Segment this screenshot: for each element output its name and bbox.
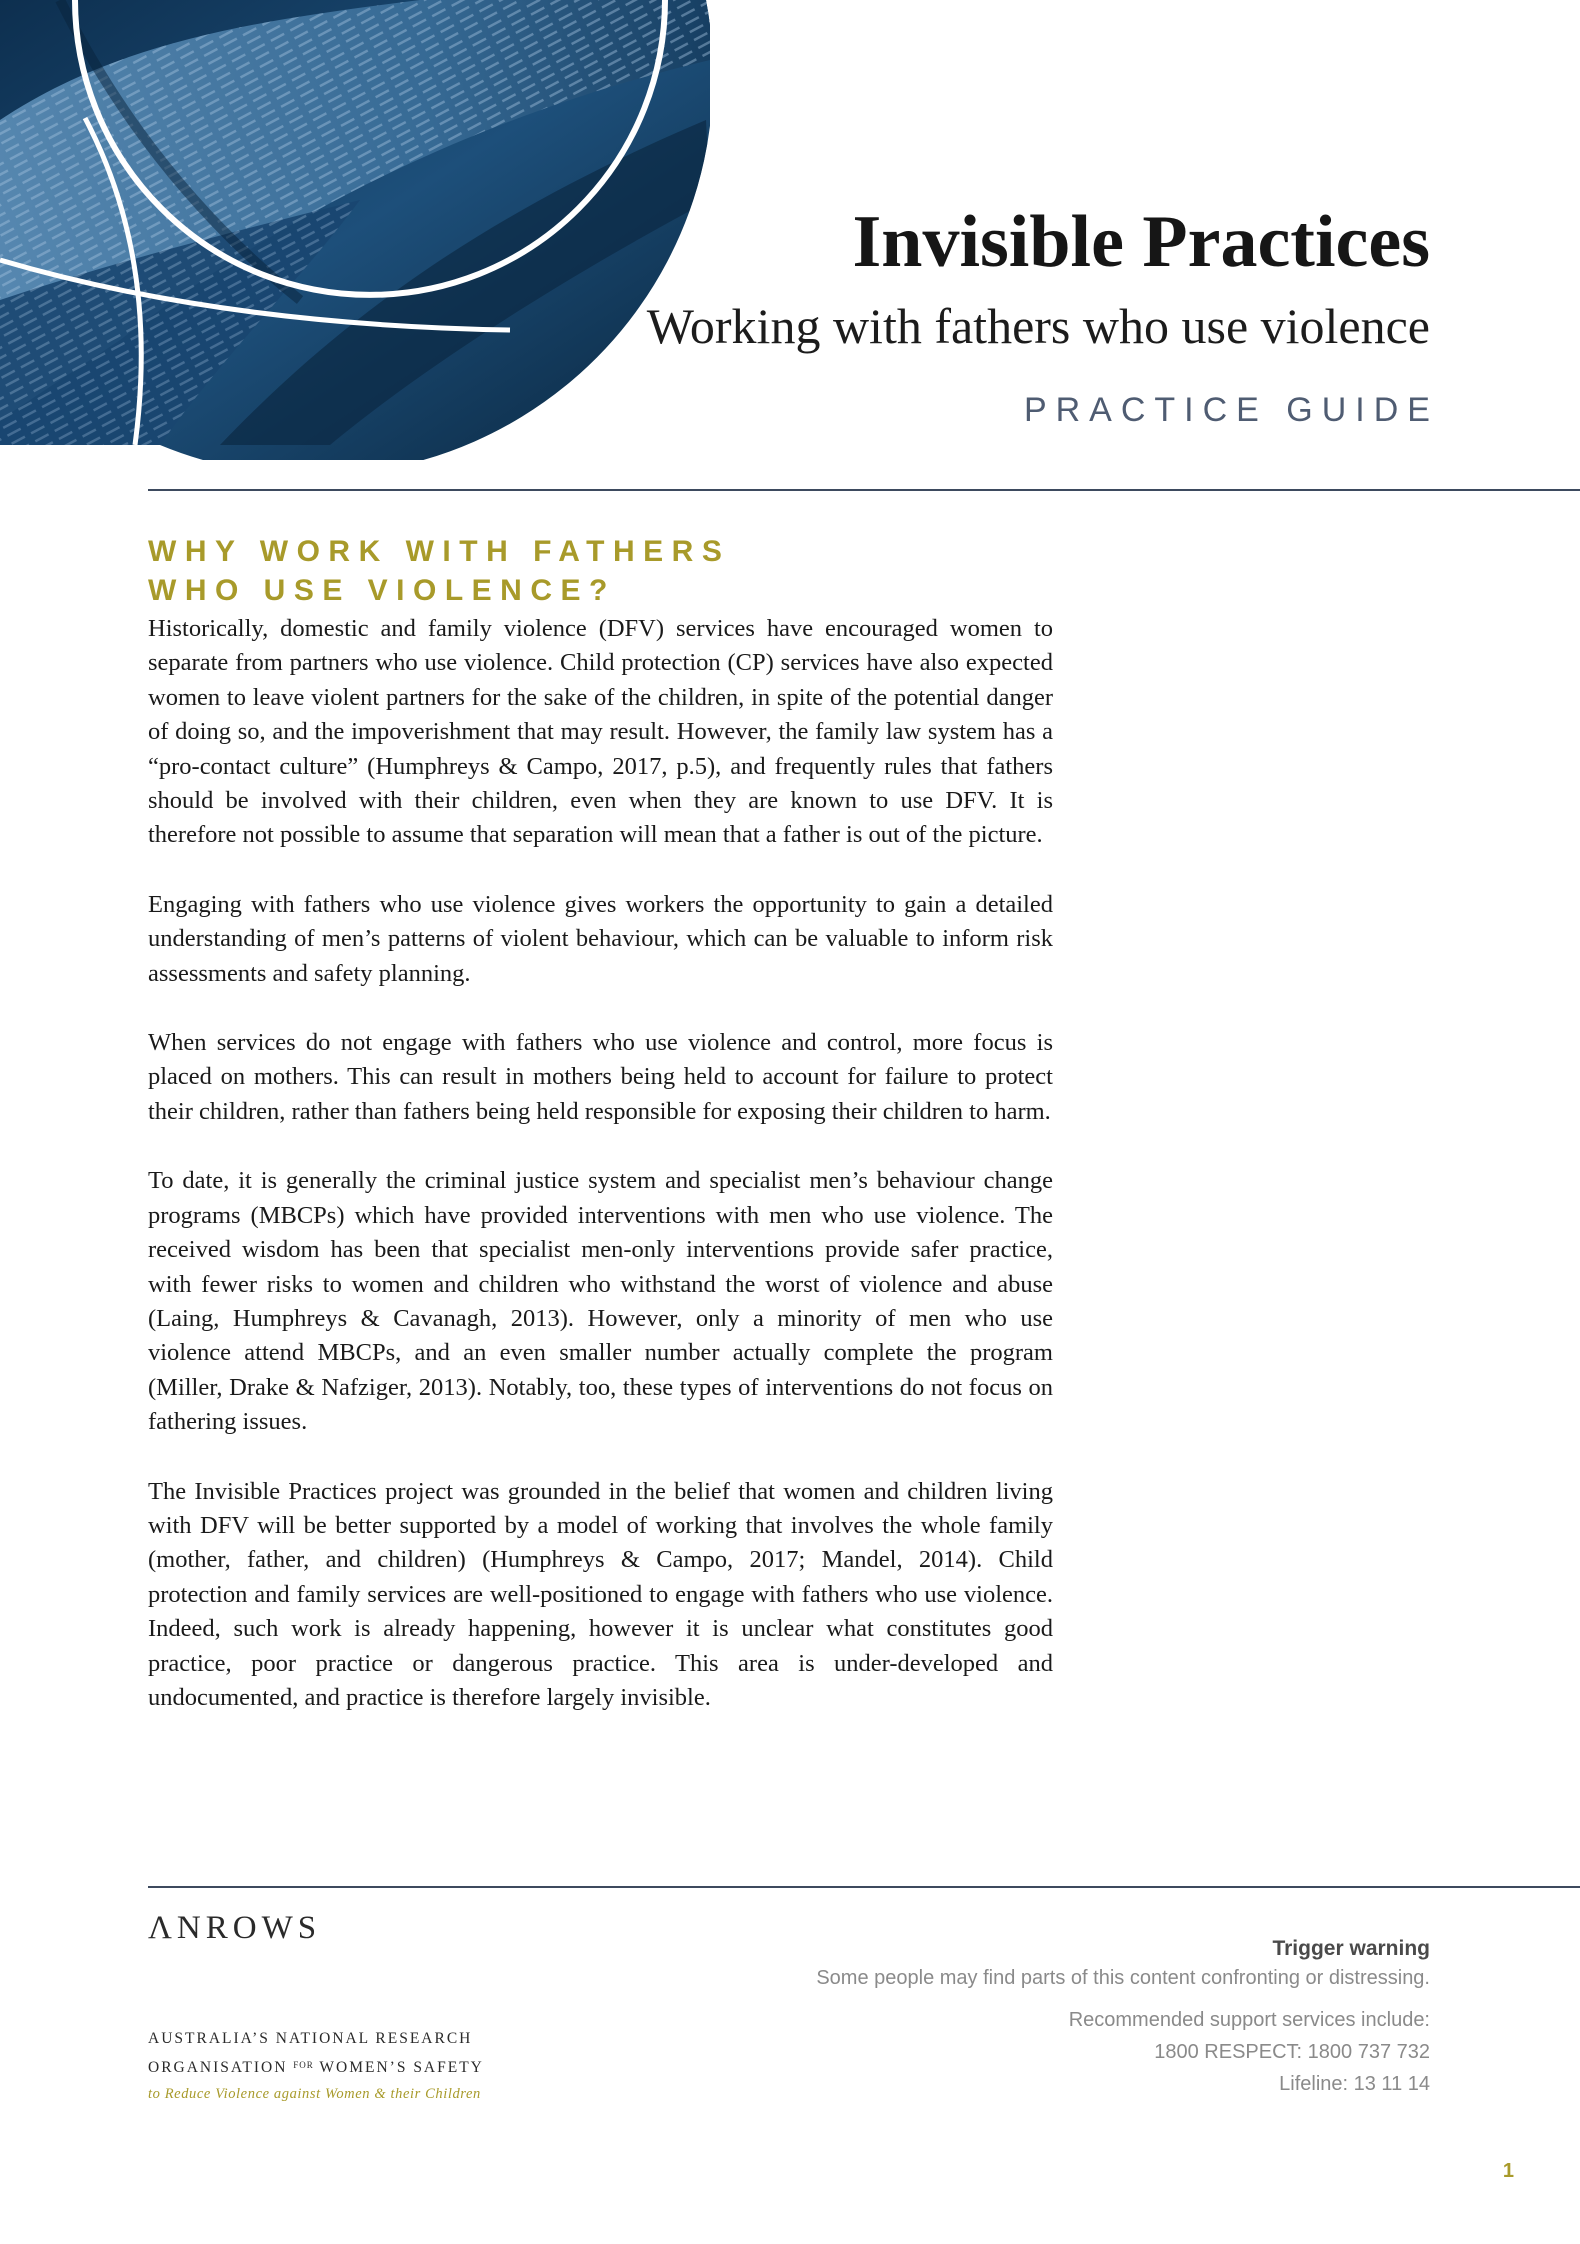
support-respect: 1800 RESPECT: 1800 737 732 <box>1154 2041 1430 2063</box>
title-block <box>646 201 1439 429</box>
org-line-2-a: ORGANISATION <box>148 2059 288 2076</box>
support-lifeline: Lifeline: 13 11 14 <box>1279 2073 1430 2095</box>
paragraph: Engaging with fathers who use violence gives workers the opportunity to gain a detailed understanding of men’s patterns of violent behaviour, which can be valuable to inform risk assessments and safety planning. <box>148 890 1053 987</box>
org-tagline: to Reduce Violence against Women & their Children <box>148 2086 481 2102</box>
trigger-warning-text: Some people may find parts of this content confronting or distressing. <box>816 1967 1430 1989</box>
page-number: 1 <box>1502 2160 1514 2182</box>
organisation-name <box>148 2025 484 2108</box>
trigger-warning-title: Trigger warning <box>1272 1937 1430 1960</box>
hero-book-image <box>0 0 710 460</box>
section-heading-line-2: WHO USE VIOLENCE? <box>148 574 616 607</box>
body-text <box>148 612 1053 1750</box>
anrows-logo-text: ΛNROWS <box>148 1910 322 1946</box>
footer-divider <box>148 1886 1580 1888</box>
section-heading-line-1: WHY WORK WITH FATHERS <box>148 535 731 568</box>
org-line-2-for: FOR <box>293 2060 314 2070</box>
org-line-2 <box>148 2052 484 2081</box>
trigger-warning <box>816 1936 1430 2100</box>
page-title: Invisible Practices <box>852 201 1430 283</box>
practice-guide-label: PRACTICE GUIDE <box>1023 391 1439 429</box>
org-line-1: AUSTRALIA’S NATIONAL RESEARCH <box>148 2030 473 2047</box>
anrows-logo <box>148 1912 321 1945</box>
support-intro: Recommended support services include: <box>1068 2009 1430 2031</box>
paragraph: The Invisible Practices project was grounded in the belief that women and children living with DFV will be better supported by a model of working that involves the whole family (mother, father, and children) (Humphreys & Campo, 2017; Mandel, 2014). Child protection and family services are well-positioned to engage with fathers who use violence. Indeed, such work is already happening, however it is unclear what constitutes good practice, poor practice or dangerous practice. This area is under-developed and undocumented, and practice is therefore largely invisible. <box>148 1477 1053 1711</box>
page-subtitle: Working with fathers who use violence <box>646 298 1430 354</box>
top-divider <box>148 489 1580 491</box>
paragraph: When services do not engage with fathers who use violence and control, more focus is placed on mothers. This can result in mothers being held to account for failure to protect their children, rather than fathers being held responsible for exposing their children to harm. <box>148 1029 1053 1125</box>
paragraph: To date, it is generally the criminal justice system and specialist men’s behaviour change programs (MBCPs) which have provided interventions with men who use violence. The received wisdom has been that specialist men-only interventions provide safer practice, with fewer risks to women and children who withstand the worst of violence and abuse (Laing, Humphreys & Cavanagh, 2013). However, only a minority of men who use violence attend MBCPs, and an even smaller number actually complete the program (Miller, Drake & Nafziger, 2013). Notably, too, these types of interventions do not focus on fathering issues. <box>148 1167 1053 1436</box>
section-heading <box>148 532 848 610</box>
org-line-2-b: WOMEN’S SAFETY <box>319 2059 484 2076</box>
paragraph: Historically, domestic and family violence (DFV) services have encouraged women to separate from partners who use violence. Child protection (CP) services have also expected women to leave violent partners for the sake of the children, in spite of the potential danger of doing so, and the impoverishment that may result. However, the family law system has a “pro-contact culture” (Humphreys & Campo, 2017, p.5), and frequently rules that fathers should be involved with their children, even when they are known to use DFV. It is therefore not possible to assume that separation will mean that a father is out of the picture. <box>148 615 1053 849</box>
